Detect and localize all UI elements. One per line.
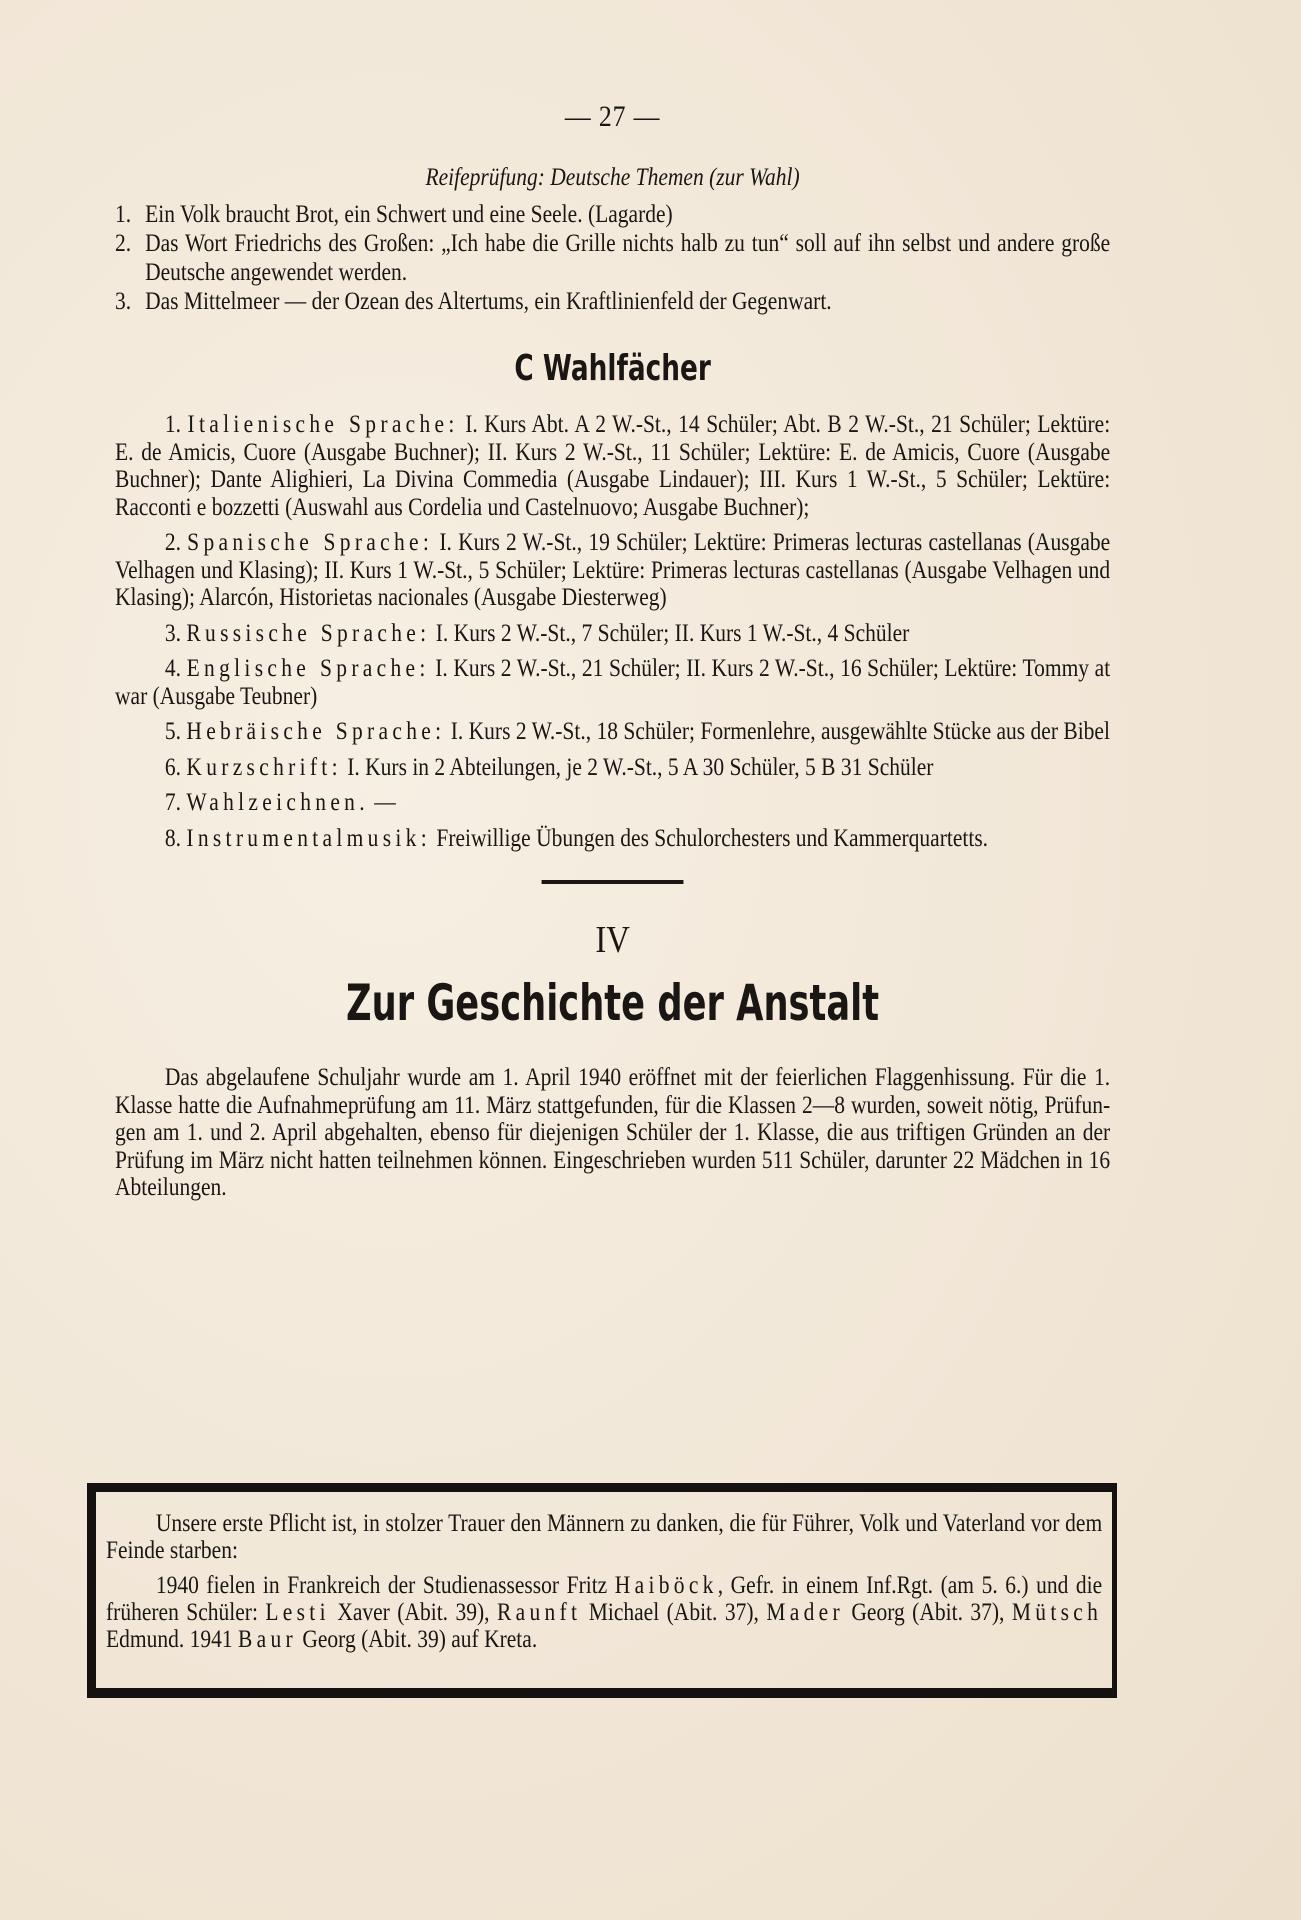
topic-text: Ein Volk braucht Brot, ein Schwert und eine Seele. (Lagarde) <box>145 201 673 228</box>
wahlfach-item <box>115 529 1110 612</box>
wahlfach-subject: Englische Sprache: <box>186 655 430 682</box>
wahlfach-item <box>115 825 1110 853</box>
fallen-name: Lesti <box>265 1599 330 1626</box>
topic-list <box>115 200 1110 316</box>
wahlfaecher-heading: C Wahlfächer <box>514 348 711 389</box>
memorial-box <box>87 1483 1117 1698</box>
section-number: IV <box>595 919 630 961</box>
wahlfach-item <box>115 620 1110 648</box>
fallen-name: Raunft <box>496 1599 582 1626</box>
topic-item <box>115 229 1110 287</box>
memorial-content <box>106 1510 1102 1653</box>
memorial-text: , Gefr. in einem Inf.Rgt. (am 5. 6.) und die früheren Schüler: <box>106 1572 1103 1626</box>
wahlfach-item <box>115 655 1110 710</box>
topic-number: 3. <box>115 288 132 315</box>
wahlfach-details: I. Kurs 2 W.-St., 19 Schüler; Lektüre: Primeras lecturas castellanas (Ausgabe Velhagen und Klasing); II. Kurs 1 W.-St., 5 Schüler; Lektüre: Primeras lecturas castellanas (Ausgabe Velhagen und Klasing); Alarcón, Historietas nacionales (Ausgabe Diesterweg) <box>115 529 1111 611</box>
topic-number: 1. <box>115 201 132 228</box>
wahlfach-details: I. Kurs 2 W.-St., 18 Schüler; Formenlehre, ausgewählte Stücke aus der Bibel <box>445 718 1110 745</box>
memorial-text: Georg (Abit. 37), <box>843 1599 1012 1626</box>
wahlfach-number: 4. <box>164 655 187 682</box>
section-heading: Zur Geschichte der Anstalt <box>346 974 880 1032</box>
wahlfach-subject: Wahlzeichnen. <box>186 789 369 816</box>
wahlfach-number: 1. <box>164 411 188 438</box>
reifepruefung-heading: Reifeprüfung: Deutsche Themen (zur Wahl) <box>425 164 800 191</box>
memorial-text: Michael (Abit. 37), <box>581 1599 767 1626</box>
page-number: — 27 — <box>564 100 661 133</box>
fallen-name: Baur <box>237 1626 297 1653</box>
wahlfach-number: 6. <box>164 753 187 781</box>
fallen-name: Haiböck <box>614 1572 718 1599</box>
section-divider <box>542 880 684 884</box>
wahlfach-details: I. Kurs 2 W.-St., 21 Schüler; II. Kurs 2 W.-St., 16 Schüler; Lektüre: Tommy at war (Ausgabe Teubner) <box>115 655 1111 710</box>
fallen-name: Mader <box>766 1599 844 1626</box>
wahlfach-subject: Hebräische Sprache: <box>186 718 446 745</box>
wahlfach-details: — <box>368 789 396 816</box>
wahlfach-subject: Russische Sprache: <box>186 619 431 647</box>
wahlfach-item <box>115 754 1110 782</box>
topic-text: Das Wort Friedrichs des Großen: „Ich habe die Grille nichts halb zu tun“ soll auf ihn selbst und andere große Deutsche angewendet werden. <box>145 230 1111 286</box>
wahlfach-details: I. Kurs Abt. A 2 W.-St., 14 Schüler; Abt. B 2 W.-St., 21 Schüler; Lektüre: E. de Amicis, Cuore (Ausgabe Buchner); II. Kurs 2 W.-St., 11 Schüler; Lektüre: E. de Amicis, Cuore (Ausgabe Buchner); Dante Alighieri, La Divina Commedia (Ausgabe Lindauer); III. Kurs 1 W.-St., 5 Schüler; Lektüre: Racconti e bozzetti (Auswahl aus Cordelia und Castelnuovo; Ausgabe Buchner); <box>115 411 1111 521</box>
wahlfach-number: 8. <box>164 824 187 852</box>
wahlfach-number: 5. <box>164 718 187 745</box>
memorial-text: 1940 fielen in Frankreich der Studienassessor Fritz <box>155 1572 615 1599</box>
wahlfach-details: Freiwillige Übungen des Schulorchesters und Kammerquartetts. <box>430 824 989 852</box>
fallen-name: Mütsch <box>1011 1599 1103 1626</box>
topic-number: 2. <box>115 230 132 257</box>
memorial-intro: Unsere erste Pflicht ist, in stolzer Trauer den Männern zu danken, die für Führer, Volk und Vaterland vor dem Feinde starben: <box>106 1510 1103 1564</box>
wahlfach-number: 2. <box>164 529 188 556</box>
memorial-text: Xaver (Abit. 39), <box>329 1599 497 1626</box>
topic-item <box>115 200 1110 229</box>
wahlfach-subject: Instrumentalmusik: <box>186 824 431 852</box>
wahlfach-number: 7. <box>164 789 187 816</box>
memorial-text: Georg (Abit. 39) auf Kreta. <box>296 1626 538 1653</box>
wahlfach-details: I. Kurs in 2 Abteilungen, je 2 W.-St., 5 A 30 Schüler, 5 B 31 Schüler <box>341 753 934 781</box>
page-content <box>115 100 1110 1202</box>
document-page <box>115 100 1110 1210</box>
memorial-text: Edmund. 1941 <box>106 1626 238 1653</box>
history-paragraph: Das abgelaufene Schuljahr wurde am 1. April 1940 eröffnet mit der feierlichen Flaggenhissung. Für die 1. Klasse hatte die Aufnahmeprüfung am 11. März stattgefunden, für die Klassen 2—8 wurden, soweit nötig, Prüfungen am 1. und 2. April abgehalten, ebenso für diejenigen Schüler der 1. Klasse, die aus triftigen Gründen an der Prüfung im März nicht hatten teilnehmen können. Eingeschrieben wurden 511 Schüler, darunter 22 Mädchen in 16 Abteilungen. <box>115 1064 1111 1201</box>
wahlfach-item <box>115 789 1110 817</box>
wahlfach-number: 3. <box>164 619 187 647</box>
memorial-names <box>106 1572 1102 1653</box>
topic-text: Das Mittelmeer — der Ozean des Altertums, ein Kraftlinienfeld der Gegenwart. <box>145 288 832 315</box>
topic-item <box>115 287 1110 316</box>
wahlfaecher-list <box>115 411 1110 852</box>
wahlfach-item <box>115 411 1110 521</box>
wahlfach-subject: Italienische Sprache: <box>187 411 459 438</box>
wahlfach-details: I. Kurs 2 W.-St., 7 Schüler; II. Kurs 1 W.-St., 4 Schüler <box>430 619 910 647</box>
wahlfach-subject: Spanische Sprache: <box>187 529 434 556</box>
wahlfach-item <box>115 718 1110 746</box>
wahlfach-subject: Kurzschrift: <box>186 753 342 781</box>
